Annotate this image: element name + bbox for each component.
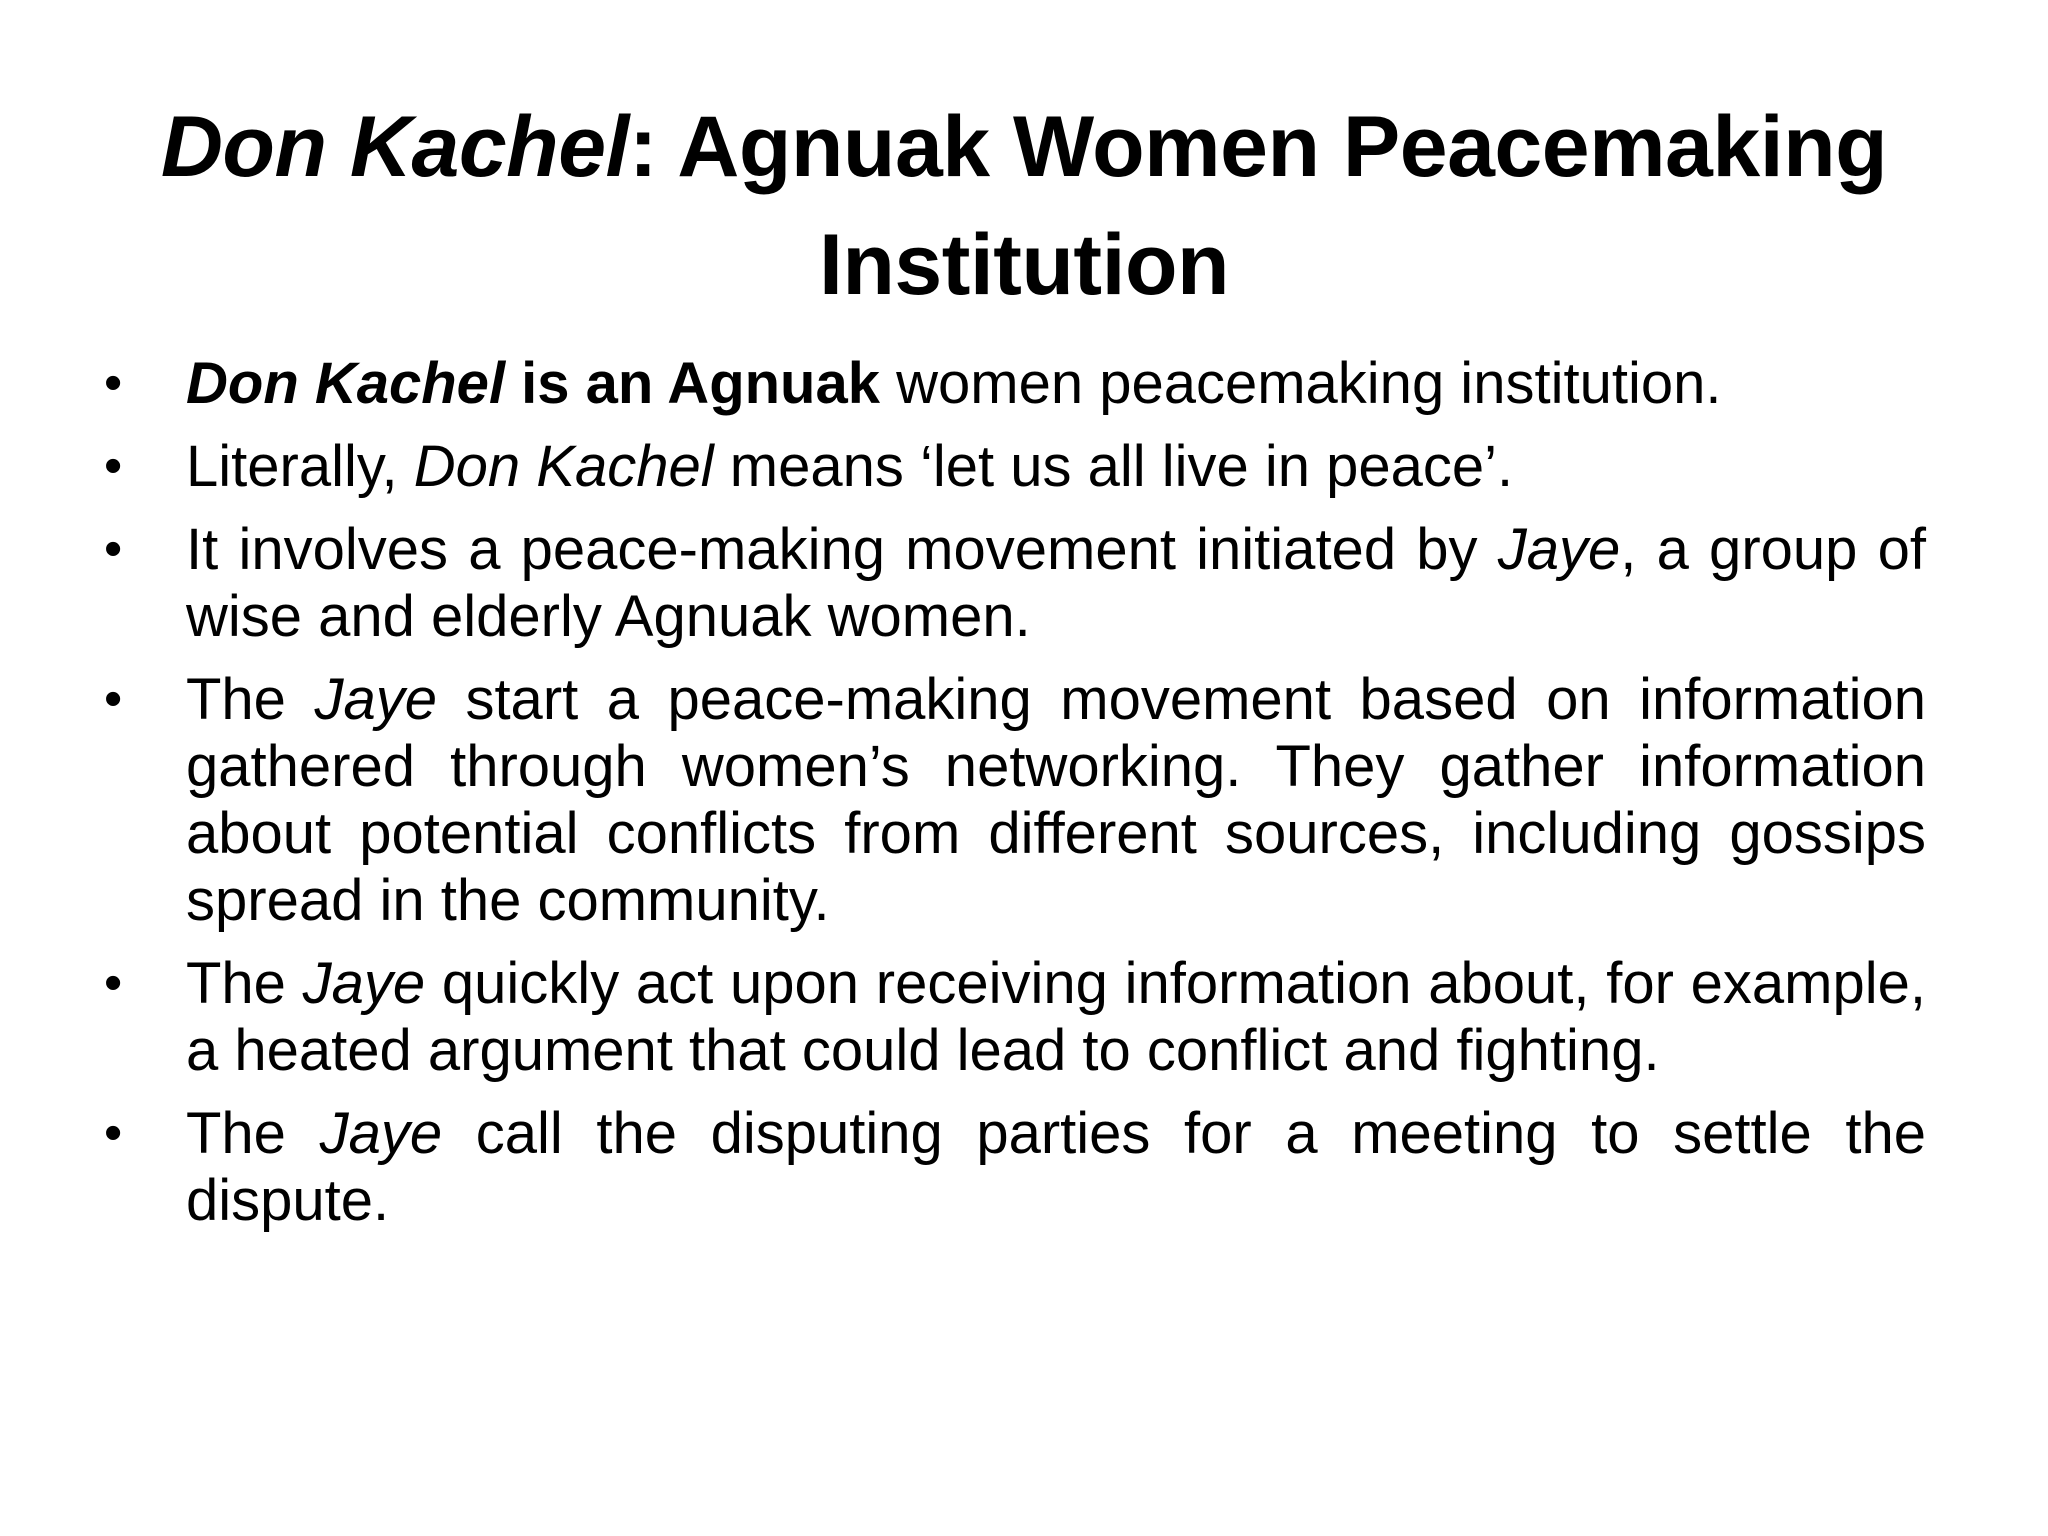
bullet-text-run: The	[186, 951, 303, 1016]
bullet-item	[100, 1100, 1926, 1234]
bullet-text-run: Jaye	[1497, 517, 1621, 582]
bullet-item	[100, 350, 1926, 417]
bullet-dot: •	[104, 520, 123, 578]
bullet-text-run: It involves a peace-making movement initiated by	[186, 517, 1498, 582]
title-rest: : Agnuak Women Peacemaking Institution	[628, 99, 1888, 313]
slide-title	[100, 88, 1948, 324]
bullet-text-run: The	[186, 1101, 320, 1166]
bullet-text-run: , a group of wise and elderly Agnuak women.	[186, 517, 1926, 649]
bullet-text-run: call the disputing parties for a meeting to settle the dispute.	[186, 1101, 1927, 1233]
bullet-item	[100, 433, 1926, 500]
bullet-text-run: women peacemaking institution.	[880, 351, 1722, 416]
bullet-text-run: Jaye	[302, 951, 426, 1016]
bullet-dot: •	[104, 954, 123, 1012]
bullet-dot: •	[104, 437, 123, 495]
bullet-item	[100, 950, 1926, 1084]
bullet-dot: •	[104, 1104, 123, 1162]
title-italic-term: Don Kachel	[160, 99, 629, 195]
bullet-text-run: start a peace-making movement based on information gathered through women’s networking. They gather information about potential conflicts from different sources, including gossips spread in the community.	[186, 667, 1926, 933]
bullet-text-run: Don Kachel	[186, 351, 506, 416]
bullet-dot: •	[104, 670, 123, 728]
bullet-text-run: means ‘let us all live in peace’.	[713, 434, 1514, 499]
bullet-text-run: The	[186, 667, 315, 732]
bullet-text-run: Jaye	[319, 1101, 443, 1166]
bullet-text-run: Jaye	[314, 667, 437, 732]
bullet-item	[100, 516, 1926, 650]
bullet-text-run: is an Agnuak	[505, 351, 880, 416]
bullet-list	[100, 350, 1926, 1250]
bullet-dot: •	[104, 354, 123, 412]
bullet-text-run: Don Kachel	[413, 434, 714, 499]
bullet-text-run: quickly act upon receiving information about, for example, a heated argument that could lead to conflict and fighting.	[186, 951, 1926, 1083]
bullet-item	[100, 666, 1926, 934]
bullet-text-run: Literally,	[186, 434, 414, 499]
